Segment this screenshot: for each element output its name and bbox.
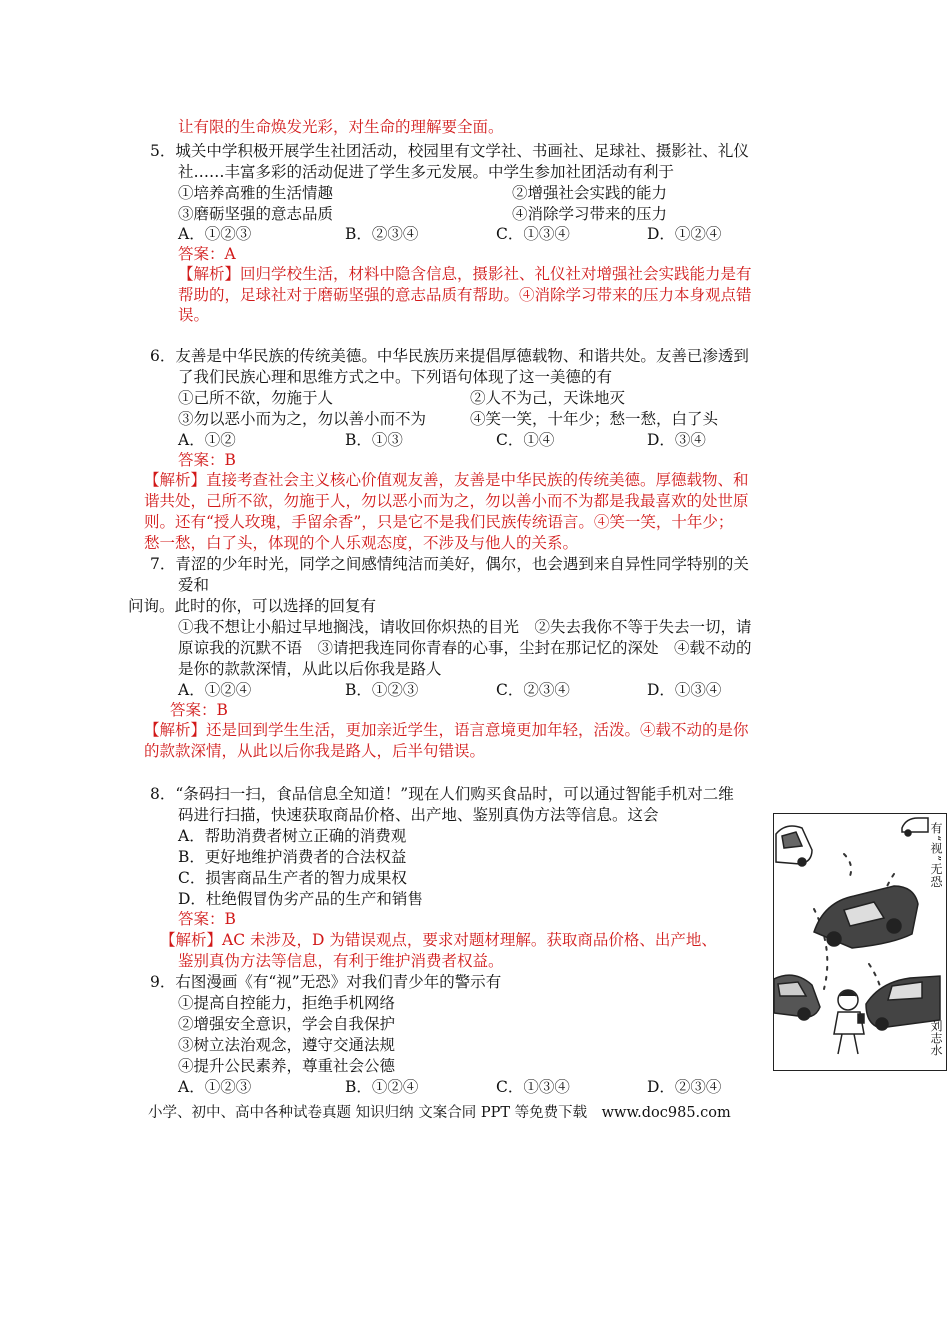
q5-analysis-line-2: 帮助的，足球社对于磨砺坚强的意志品质有帮助。④消除学习带来的压力本身观点错 [178,286,752,304]
q7-option-d: D．①③④ [647,681,722,699]
q6-option-b: B．①③ [345,431,403,449]
comic-image [773,813,947,1071]
q8-analysis-line-2: 鉴别真伪方法等信息，有利于维护消费者权益。 [178,952,504,970]
q7-analysis-line-1: 【解析】还是回到学生生活，更加亲近学生，语言意境更加年轻，活泼。④载不动的是你 [144,721,749,739]
comic-title: 有“视”无恐 [929,822,943,889]
q7-option-b: B．①②③ [345,681,419,699]
q8-option-d: D．杜绝假冒伪劣产品的生产和销售 [178,890,423,908]
q5-item-4: ④消除学习带来的压力 [512,205,668,223]
q8-option-a: A．帮助消费者树立正确的消费观 [178,827,407,845]
q9-item-4: ④提升公民素养，尊重社会公德 [178,1057,396,1075]
q6-answer: 答案：B [178,451,236,469]
q6-analysis-line-3: 则。还有“授人玫瑰，手留余香”，只是它不是我们民族传统语言。④笑一笑，十年少； [144,513,734,531]
q5-option-c: C．①③④ [496,225,570,243]
q7-stem-line-2: 爱和 [178,576,210,594]
q7-item-line-1: ①我不想让小船过早地搁浅，请收回你炽热的目光 ②失去我你不等于失去一切，请 [178,618,752,636]
q8-answer: 答案：B [178,910,236,928]
footer-text: 小学、初中、高中各种试卷真题 知识归纳 文案合同 PPT 等免费下载 www.doc985.com [148,1105,731,1121]
q5-item-1: ①培养高雅的生活情趣 [178,184,334,202]
q7-option-a: A．①②④ [178,681,252,699]
q9-option-c: C．①③④ [496,1078,570,1096]
q9-item-2: ②增强安全意识，学会自我保护 [178,1015,396,1033]
q7-item-line-2: 原谅我的沉默不语 ③请把我连同你青春的心事，尘封在那记忆的深处 ④载不动的 [178,639,752,657]
q7-stem-line-1: 7．青涩的少年时光，同学之间感情纯洁而美好，偶尔，也会遇到来自异性同学特别的关 [150,555,749,573]
q5-option-d: D．①②④ [647,225,722,243]
q8-option-b: B．更好地维护消费者的合法权益 [178,848,407,866]
q7-stem-line-3: 问询。此时的你，可以选择的回复有 [128,597,377,615]
q5-analysis-line-3: 误。 [178,306,210,324]
q5-option-b: B．②③④ [345,225,419,243]
comic-drawing [774,814,946,1070]
q7-item-line-3: 是你的款款深情，从此以后你我是路人 [178,660,442,678]
q6-analysis-line-2: 谐共处，己所不欲，勿施于人，勿以恶小而为之，勿以善小而不为都是我最喜欢的处世原 [144,492,749,510]
q7-option-c: C．②③④ [496,681,570,699]
q5-item-2: ②增强社会实践的能力 [512,184,668,202]
q5-option-a: A．①②③ [178,225,252,243]
q6-option-d: D．③④ [647,431,706,449]
q5-stem-line-1: 5．城关中学积极开展学生社团活动，校园里有文学社、书画社、足球社、摄影社、礼仪 [150,142,749,160]
q6-analysis-line-4: 愁一愁，白了头，体现的个人乐观态度，不涉及与他人的关系。 [144,534,579,552]
q6-stem-line-2: 了我们民族心理和思维方式之中。下列语句体现了这一美德的有 [178,368,613,386]
comic-author: 刘志水 [929,1020,943,1056]
q4-analysis-tail: 让有限的生命焕发光彩，对生命的理解要全面。 [178,118,504,136]
q9-stem: 9．右图漫画《有“视”无恐》对我们青少年的警示有 [150,973,502,991]
q8-analysis-line-1: 【解析】AC 未涉及，D 为错误观点，要求对题材理解。获取商品价格、出产地、 [160,931,717,949]
q6-item-1: ①己所不欲，勿施于人 [178,389,334,407]
q8-stem-line-2: 码进行扫描，快速获取商品价格、出产地、鉴别真伪方法等信息。这会 [178,806,659,824]
q6-stem-line-1: 6．友善是中华民族的传统美德。中华民族历来提倡厚德载物、和谐共处。友善已渗透到 [150,347,749,365]
q6-option-c: C．①④ [496,431,555,449]
q6-item-2: ②人不为己，天诛地灭 [470,389,626,407]
q6-item-4: ④笑一笑，十年少；愁一愁，白了头 [470,410,719,428]
q9-option-a: A．①②③ [178,1078,252,1096]
q5-stem-line-2: 社……丰富多彩的活动促进了学生多元发展。中学生参加社团活动有利于 [178,163,675,181]
q7-analysis-line-2: 的款款深情，从此以后你我是路人，后半句错误。 [144,742,486,760]
q8-option-c: C．损害商品生产者的智力成果权 [178,869,407,887]
q9-option-d: D．②③④ [647,1078,722,1096]
q6-item-3: ③勿以恶小而为之，勿以善小而不为 [178,410,427,428]
q7-answer: 答案：B [170,701,228,719]
q8-stem-line-1: 8．“条码扫一扫，食品信息全知道！”现在人们购买食品时，可以通过智能手机对二维 [150,785,734,803]
q6-analysis-line-1: 【解析】直接考查社会主义核心价值观友善，友善是中华民族的传统美德。厚德载物、和 [144,471,749,489]
q5-item-3: ③磨砺坚强的意志品质 [178,205,334,223]
q9-item-3: ③树立法治观念，遵守交通法规 [178,1036,396,1054]
q5-answer: 答案：A [178,245,236,263]
q5-analysis-line-1: 【解析】回归学校生活，材料中隐含信息，摄影社、礼仪社对增强社会实践能力是有 [178,265,752,283]
q9-option-b: B．①②④ [345,1078,419,1096]
q6-option-a: A．①② [178,431,236,449]
q9-item-1: ①提高自控能力，拒绝手机网络 [178,994,396,1012]
